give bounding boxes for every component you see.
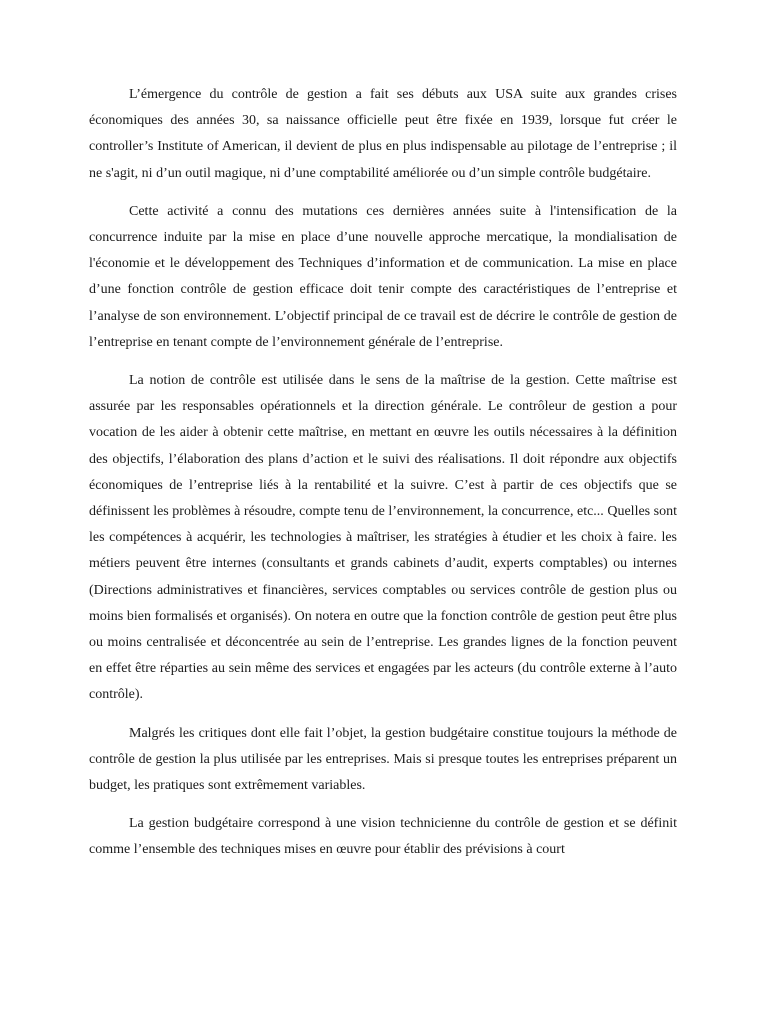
paragraph-1: L’émergence du contrôle de gestion a fait ses débuts aux USA suite aux grandes crises économiques des années 30, sa naissance officielle peut être fixée en 1939, lorsque fut créer le controller’s Institute of American, il devient de plus en plus indispensable au pilotage de l’entreprise ; il ne s'agit, ni d’un outil magique, ni d’une comptabilité améliorée ou d’un simple contrôle budgétaire.: [89, 87, 677, 181]
paragraph-2: Cette activité a connu des mutations ces dernières années suite à l'intensification de la concurrence induite par la mise en place d’une nouvelle approche mercatique, la mondialisation de l'économie et le développement des Techniques d’information et de communication. La mise en place d’une fonction contrôle de gestion efficace doit tenir compte des caractéristiques de l’entreprise et l’analyse de son environnement. L’objectif principal de ce travail est de décrire le contrôle de gestion de l’entreprise en tenant compte de l’environnement générale de l’entreprise.: [89, 203, 677, 350]
paragraph-5: La gestion budgétaire correspond à une vision technicienne du contrôle de gestion et se définit comme l’ensemble des techniques mises en œuvre pour établir des prévisions à court: [89, 816, 677, 858]
paragraph-3: La notion de contrôle est utilisée dans le sens de la maîtrise de la gestion. Cette maîtrise est assurée par les responsables opérationnels et la direction générale. Le contrôleur de gestion a pour vocation de les aider à obtenir cette maîtrise, en mettant en œuvre les outils nécessaires à la définition des objectifs, l’élaboration des plans d’action et le suivi des réalisations. Il doit répondre aux objectifs économiques de l’entreprise liés à la rentabilité et la suivre. C’est à partir de ces objectifs que se définissent les problèmes à résoudre, compte tenu de l’environnement, la concurrence, etc... Quelles sont les compétences à acquérir, les technologies à maîtriser, les stratégies à étudier et les choix à faire. les métiers peuvent être internes (consultants et grands cabinets d’audit, experts comptables) ou internes (Directions administratives et financières, services comptables ou services contrôle de gestion plus ou moins bien formalisés et organisés). On notera en outre que la fonction contrôle de gestion peut être plus ou moins centralisée et déconcentrée au sein de l’entreprise. Les grandes lignes de la fonction peuvent en effet être réparties au sein même des services et engagées par les acteurs (du contrôle externe à l’auto contrôle).: [89, 373, 677, 703]
document-body: [89, 82, 677, 876]
paragraph-4: Malgrés les critiques dont elle fait l’objet, la gestion budgétaire constitue toujours la méthode de contrôle de gestion la plus utilisée par les entreprises. Mais si presque toutes les entreprises préparent un budget, les pratiques sont extrêmement variables.: [89, 725, 677, 794]
